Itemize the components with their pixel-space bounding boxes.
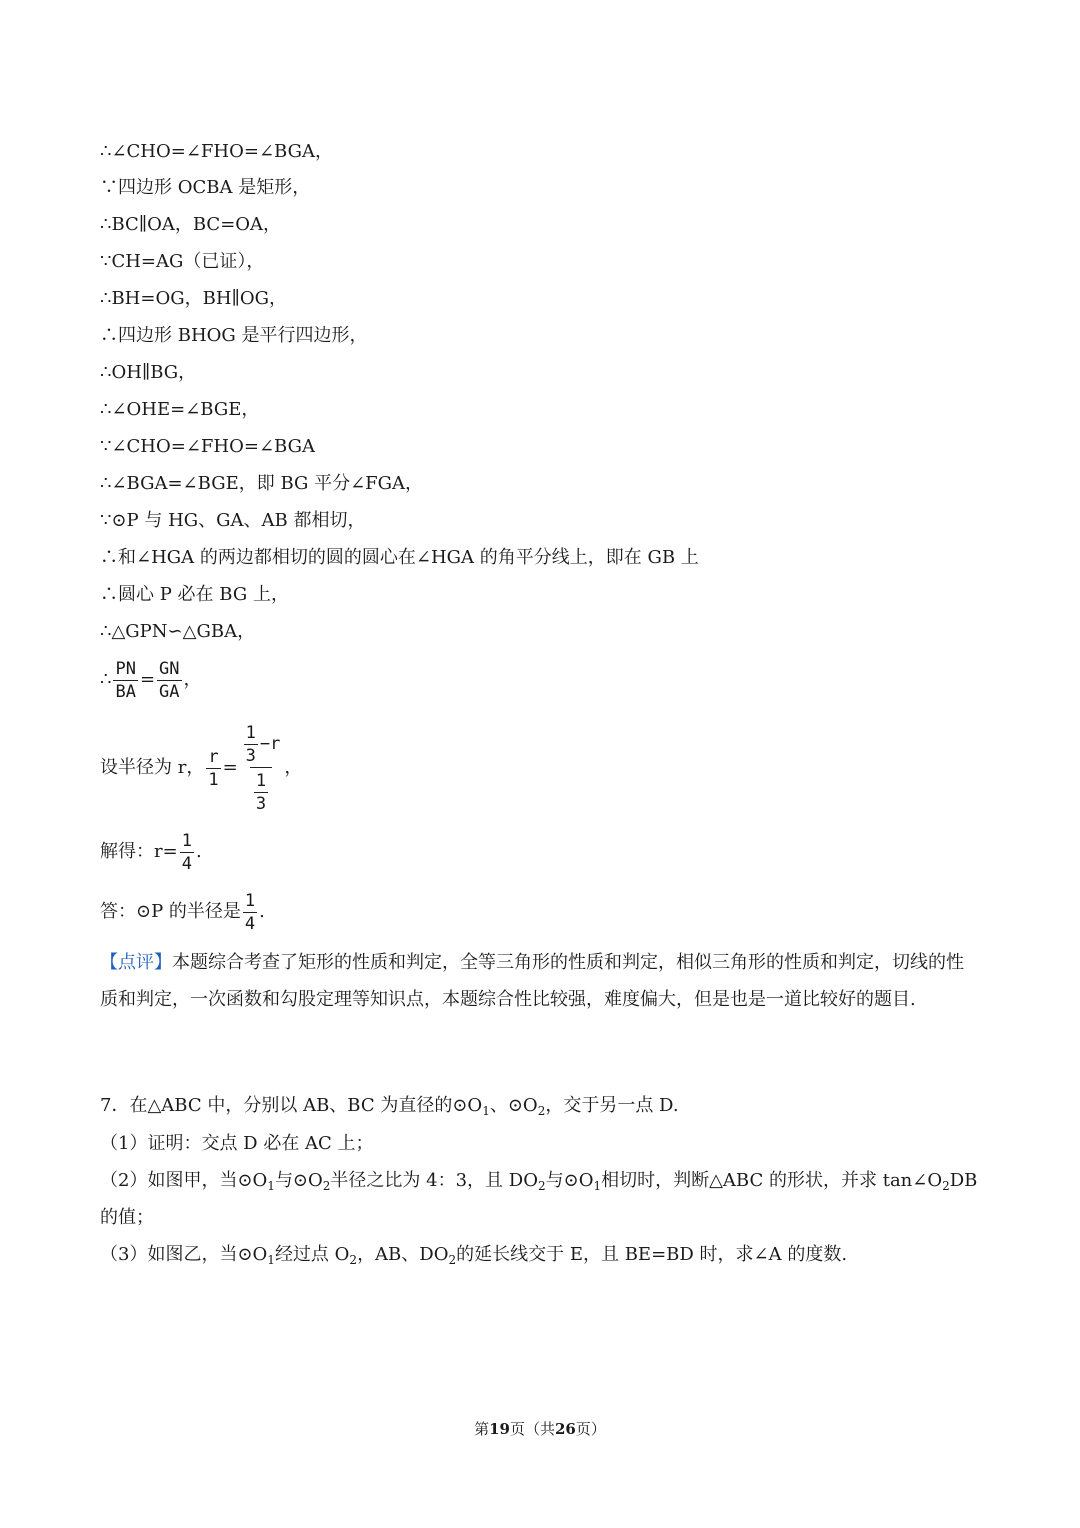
problem-7-stem — [100, 1094, 679, 1123]
fraction-pn-ba — [113, 658, 137, 703]
page-number: 19 — [489, 1420, 510, 1438]
numerator: GN — [159, 658, 180, 679]
radius-prefix: 设半径为 r， — [100, 757, 205, 778]
solution-line-12: ∴和∠HGA 的两边都相切的圆的圆心在∠HGA 的角平分线上，即在 GB 上 — [100, 547, 699, 568]
part-text: （3）如图乙，当⊙O — [100, 1244, 268, 1265]
denominator: BA — [115, 681, 136, 702]
compound-numerator — [240, 722, 283, 767]
stem-text: 、⊙O — [489, 1095, 538, 1116]
numerator: r — [208, 746, 219, 767]
comma: ， — [284, 757, 303, 778]
compound-fraction — [240, 722, 283, 815]
equals-sign: = — [139, 669, 156, 690]
problem-7-part-3 — [100, 1243, 847, 1272]
solution-line-8: ∴∠OHE=∠BGE， — [100, 399, 260, 420]
stem-text: ，交于另一点 D. — [545, 1095, 679, 1116]
part-text: DB — [949, 1170, 978, 1191]
fraction-gn-ga — [157, 658, 181, 703]
denominator: 4 — [181, 853, 192, 874]
subscript: 2 — [942, 1179, 950, 1193]
equals-sign: = — [222, 757, 238, 778]
period: . — [195, 841, 202, 862]
footer-text: 页） — [575, 1420, 606, 1438]
part-text: （2）如图甲，当⊙O — [100, 1170, 268, 1191]
denominator: 1 — [208, 769, 219, 790]
footer-text: 第 — [474, 1420, 490, 1438]
solution-line-14: ∴△GPN∽△GBA， — [100, 621, 256, 642]
part-text: 的延长线交于 E，且 BE=BD 时，求∠A 的度数. — [456, 1244, 848, 1265]
solve-line — [100, 828, 202, 876]
subscript: 1 — [482, 1104, 490, 1118]
ratio-equation — [100, 656, 202, 704]
comment-paragraph — [100, 944, 980, 1018]
numerator: 1 — [181, 830, 192, 851]
solution-line-11: ∵⊙P 与 HG、GA、AB 都相切， — [100, 510, 366, 531]
solution-line-2: ∵四边形 OCBA 是矩形， — [100, 177, 311, 198]
solution-line-13: ∴圆心 P 必在 BG 上， — [100, 584, 289, 605]
comment-text: 本题综合考查了矩形的性质和判定，全等三角形的性质和判定，相似三角形的性质和判定，切线的性质和判定，一次函数和勾股定理等知识点，本题综合性比较强，难度偏大，但是也是一道比较好的题目. — [100, 952, 964, 1010]
page-footer — [0, 1418, 1080, 1439]
fraction-1-4-answer — [243, 890, 257, 935]
comment-tag: 【点评】 — [100, 952, 172, 973]
denominator: 3 — [245, 745, 256, 766]
fraction-1-4 — [180, 830, 194, 875]
total-pages: 26 — [555, 1420, 576, 1438]
therefore-symbol: ∴ — [100, 669, 112, 690]
compound-denominator — [250, 767, 272, 815]
solution-line-4: ∵CH=AG（已证）， — [100, 251, 265, 272]
problem-7-part-2-cont: 的值； — [100, 1207, 154, 1228]
subscript: 2 — [322, 1179, 331, 1193]
denominator: 3 — [255, 793, 267, 814]
part-text: 与⊙O — [274, 1170, 323, 1191]
numerator: 1 — [255, 770, 267, 791]
solution-line-3: ∴BC∥OA，BC=OA， — [100, 214, 282, 235]
denominator: GA — [159, 681, 180, 702]
part-text: 经过点 O — [274, 1244, 350, 1265]
part-text: 半径之比为 4：3，且 DO — [330, 1170, 538, 1191]
numerator: PN — [115, 658, 136, 679]
footer-text: 页（共 — [509, 1420, 555, 1438]
period: . — [259, 901, 265, 922]
minus-r: −r — [259, 734, 281, 754]
comma: ， — [183, 669, 202, 690]
subscript: 1 — [593, 1179, 602, 1193]
solution-line-6: ∴四边形 BHOG 是平行四边形， — [100, 325, 368, 346]
fraction-1-3 — [244, 722, 258, 767]
fraction-r-1 — [206, 746, 220, 791]
problem-7-part-2 — [100, 1169, 977, 1198]
numerator: 1 — [245, 722, 256, 743]
part-text: 与⊙O — [545, 1170, 594, 1191]
denominator: 4 — [244, 913, 256, 934]
numerator: 1 — [244, 890, 256, 911]
problem-7-part-1: （1）证明：交点 D 必在 AC 上； — [100, 1133, 374, 1154]
fraction-1-3-lower — [254, 770, 268, 815]
subscript: 2 — [349, 1253, 358, 1267]
solution-line-1: ∴∠CHO=∠FHO=∠BGA， — [100, 141, 333, 162]
subscript: 1 — [267, 1179, 275, 1193]
subscript: 2 — [537, 1179, 546, 1193]
subscript: 2 — [537, 1104, 546, 1118]
subscript: 1 — [267, 1253, 275, 1267]
radius-equation — [100, 718, 302, 818]
stem-text: 7．在△ABC 中，分别以 AB、BC 为直径的⊙O — [100, 1095, 483, 1116]
solution-line-7: ∴OH∥BG， — [100, 362, 197, 383]
part-text: ，AB、DO — [357, 1244, 449, 1265]
solution-line-5: ∴BH=OG，BH∥OG， — [100, 288, 287, 309]
subscript: 2 — [448, 1253, 457, 1267]
answer-prefix: 答：⊙P 的半径是 — [100, 901, 241, 922]
part-text: 相切时，判断△ABC 的形状，并求 tan∠O — [601, 1170, 943, 1191]
solve-prefix: 解得：r= — [100, 841, 178, 862]
solution-line-9: ∵∠CHO=∠FHO=∠BGA — [100, 436, 315, 457]
solution-line-10: ∴∠BGA=∠BGE，即 BG 平分∠FGA， — [100, 473, 424, 494]
answer-line — [100, 888, 265, 936]
